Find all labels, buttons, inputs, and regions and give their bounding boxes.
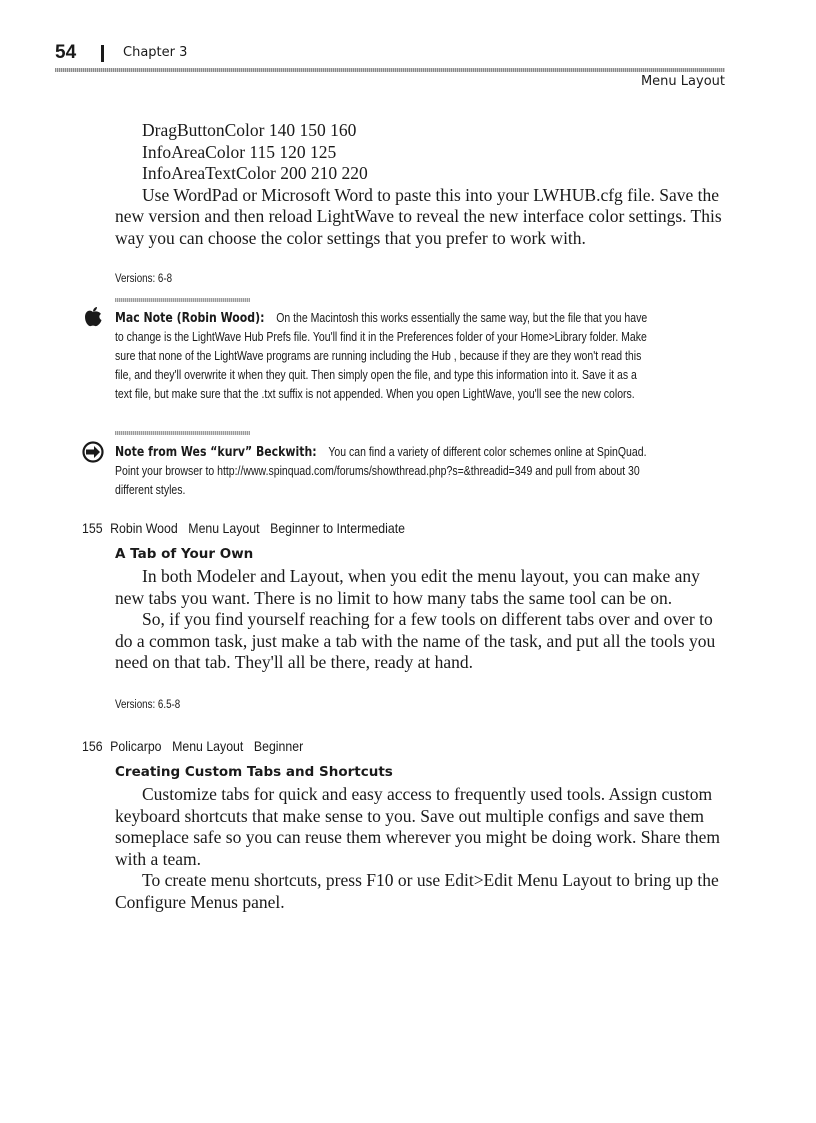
wes-note-text: You can find a variety of different color schemes online at SpinQuad. Point your browser to http://www.spinquad.com/forums/showthread.php?s=&threadid=349 and pull from about 30 different styles. [115,445,647,497]
tip-body [115,566,725,674]
tip-paragraph: So, if you find yourself reaching for a few tools on different tabs over and over to do a common task, just make a tab with the name of the task, and put all the tools you need on that tab. They'll all be there, ready at hand. [115,609,716,672]
intro-block [115,120,725,249]
arrow-note-icon [82,441,104,468]
tip-title: A Tab of Your Own [115,546,254,562]
tip-level: Beginner to Intermediate [270,520,406,536]
apple-icon [82,306,104,333]
note-rule [115,431,250,435]
code-line: InfoAreaColor 115 120 125 [142,141,337,162]
page-header [55,42,725,72]
code-line: DragButtonColor 140 150 160 [142,120,357,140]
wes-note [115,443,653,500]
versions-label: Versions: 6-8 [115,273,173,285]
note-rule [115,298,250,302]
tip-header [82,738,314,754]
tip-header [82,520,416,536]
tip-author: Policarpo [110,738,162,754]
tip-category: Menu Layout [172,738,244,754]
mac-note-text: On the Macintosh this works essentially the same way, but the file that you have to change is the LightWave Hub Prefs file. You'll find it in the Preferences folder of your Home>Library folder. Make sure that none of the LightWave programs are running including the Hub , because if they are they won't read this file, and they'll overwrite it when they quit. Then simply open the file, and type this information into it. Save it as a text file, but make sure that the .txt suffix is not appended. When you open LightWave, you'll see the new colors. [115,311,648,401]
mac-note [115,309,653,404]
header-divider [101,45,104,62]
tip-number: 156 [82,738,103,754]
mac-note-title: Mac Note (Robin Wood): [115,311,265,326]
versions-label: Versions: 6.5-8 [115,699,181,711]
tip-author: Robin Wood [110,520,178,536]
code-line: InfoAreaTextColor 200 210 220 [142,163,368,183]
running-head: Menu Layout [640,74,725,89]
chapter-label: Chapter 3 [123,45,188,60]
tip-number: 155 [82,520,103,536]
tip-title: Creating Custom Tabs and Shortcuts [115,764,393,780]
tip-paragraph: To create menu shortcuts, press F10 or use Edit>Edit Menu Layout to bring up the Configure Menus panel. [115,870,719,912]
intro-paragraph: Use WordPad or Microsoft Word to paste this into your LWHUB.cfg file. Save the new version and then reload LightWave to reveal the new interface color settings. This way you can choose the color settings that you prefer to work with. [115,184,722,248]
tip-body [115,784,725,913]
tip-level: Beginner [253,738,304,754]
tip-paragraph: In both Modeler and Layout, when you edit the menu layout, you can make any new tabs you want. There is no limit to how many tabs the same tool can be on. [115,566,700,608]
tip-category: Menu Layout [188,520,260,536]
wes-note-title: Note from Wes “kurv” Beckwith: [115,445,317,460]
page-number: 54 [55,42,77,63]
tip-paragraph: Customize tabs for quick and easy access to frequently used tools. Assign custom keyboard shortcuts that make sense to you. Save out multiple configs and save them someplace safe so you can reuse them wherever you might be doing work. Share them with a team. [115,784,721,869]
header-rule [55,68,725,72]
